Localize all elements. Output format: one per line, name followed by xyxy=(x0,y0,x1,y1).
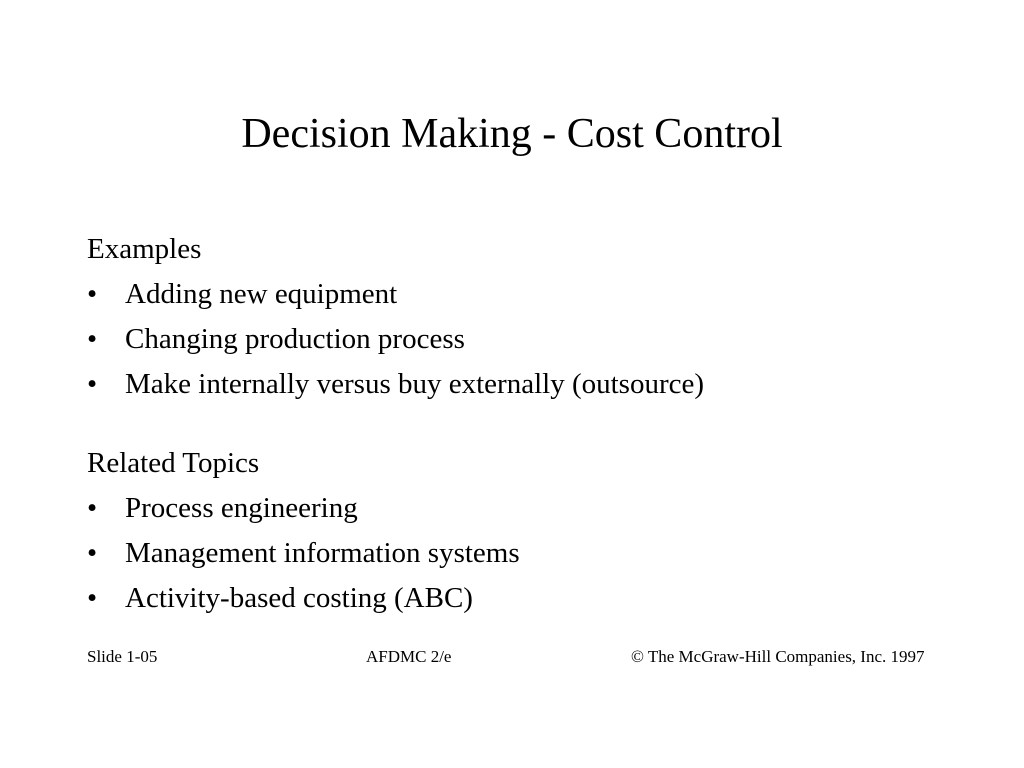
bullet-text: Make internally versus buy externally (outsource) xyxy=(125,368,705,400)
bullet-item xyxy=(87,576,967,621)
slide-title: Decision Making - Cost Control xyxy=(241,111,783,157)
footer-slide-number: Slide 1-05 xyxy=(87,647,158,666)
bullet-icon: • xyxy=(87,537,98,569)
bullet-list-related-topics xyxy=(87,486,967,621)
section-heading-examples: Examples xyxy=(87,233,202,265)
bullet-text: Changing production process xyxy=(125,323,465,355)
bullet-item xyxy=(87,362,967,407)
footer-course: AFDMC 2/e xyxy=(366,647,452,666)
section-heading-related-topics: Related Topics xyxy=(87,447,260,479)
bullet-item xyxy=(87,272,967,317)
section-related-topics xyxy=(87,441,967,621)
bullet-text: Process engineering xyxy=(125,492,358,524)
bullet-text: Activity-based costing (ABC) xyxy=(125,582,473,614)
bullet-icon: • xyxy=(87,323,98,355)
bullet-text: Adding new equipment xyxy=(125,278,398,310)
footer-copyright: © The McGraw-Hill Companies, Inc. 1997 xyxy=(631,647,925,666)
bullet-icon: • xyxy=(87,278,98,310)
bullet-icon: • xyxy=(87,582,98,614)
bullet-icon: • xyxy=(87,368,98,400)
bullet-item xyxy=(87,317,967,362)
bullet-text: Management information systems xyxy=(125,537,520,569)
bullet-list-examples xyxy=(87,272,967,407)
section-examples xyxy=(87,227,967,407)
bullet-item xyxy=(87,486,967,531)
bullet-item xyxy=(87,531,967,576)
bullet-icon: • xyxy=(87,492,98,524)
